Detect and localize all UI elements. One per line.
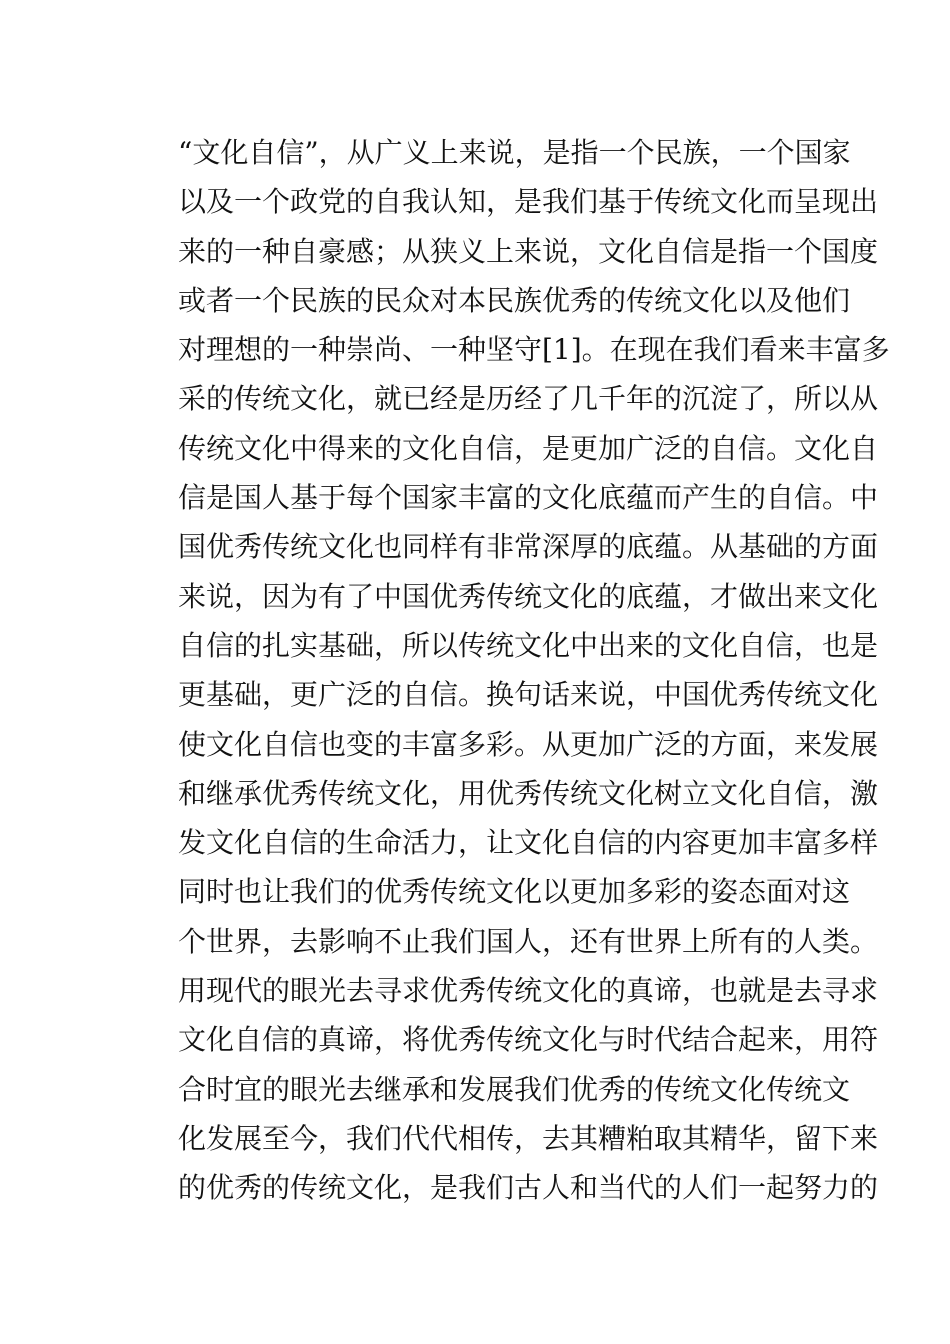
text-line: 使文化自信也变的丰富多彩。从更加广泛的方面，来发展	[178, 727, 879, 761]
text-line: 同时也让我们的优秀传统文化以更加多彩的姿态面对这	[178, 875, 851, 909]
text-line: 来的一种自豪感；从狭义上来说，文化自信是指一个国度	[178, 234, 879, 268]
text-line: 国优秀传统文化也同样有非常深厚的底蕴。从基础的方面	[178, 530, 879, 564]
text-line: 采的传统文化，就已经是历经了几千年的沉淀了，所以从	[178, 382, 879, 416]
text-line: 用现代的眼光去寻求优秀传统文化的真谛，也就是去寻求	[178, 974, 879, 1008]
text-line: 化发展至今，我们代代相传，去其糟粕取其精华，留下来	[178, 1121, 879, 1155]
text-line: 合时宜的眼光去继承和发展我们优秀的传统文化传统文	[178, 1072, 851, 1106]
text-line: 个世界，去影响不止我们国人，还有世界上所有的人类。	[178, 924, 879, 958]
text-line: 来说，因为有了中国优秀传统文化的底蕴，才做出来文化	[178, 579, 879, 613]
body-text	[178, 128, 890, 1213]
text-line: 传统文化中得来的文化自信，是更加广泛的自信。文化自	[178, 431, 879, 465]
text-line: 或者一个民族的民众对本民族优秀的传统文化以及他们	[178, 283, 851, 317]
text-line: 信是国人基于每个国家丰富的文化底蕴而产生的自信。中	[178, 481, 879, 515]
text-line: 的优秀的传统文化，是我们古人和当代的人们一起努力的	[178, 1171, 879, 1205]
text-line: “文化自信”，从广义上来说，是指一个民族，一个国家	[178, 136, 851, 169]
text-line: 文化自信的真谛，将优秀传统文化与时代结合起来，用符	[178, 1023, 879, 1057]
text-line: 更基础，更广泛的自信。换句话来说，中国优秀传统文化	[178, 678, 879, 712]
text-line: 发文化自信的生命活力，让文化自信的内容更加丰富多样	[178, 826, 879, 860]
text-line: 以及一个政党的自我认知，是我们基于传统文化而呈现出	[178, 185, 879, 219]
text-line: 对理想的一种崇尚、一种坚守[1]。在现在我们看来丰富多	[178, 333, 890, 367]
text-line: 自信的扎实基础，所以传统文化中出来的文化自信，也是	[178, 628, 879, 662]
text-line: 和继承优秀传统文化，用优秀传统文化树立文化自信，激	[178, 776, 879, 810]
